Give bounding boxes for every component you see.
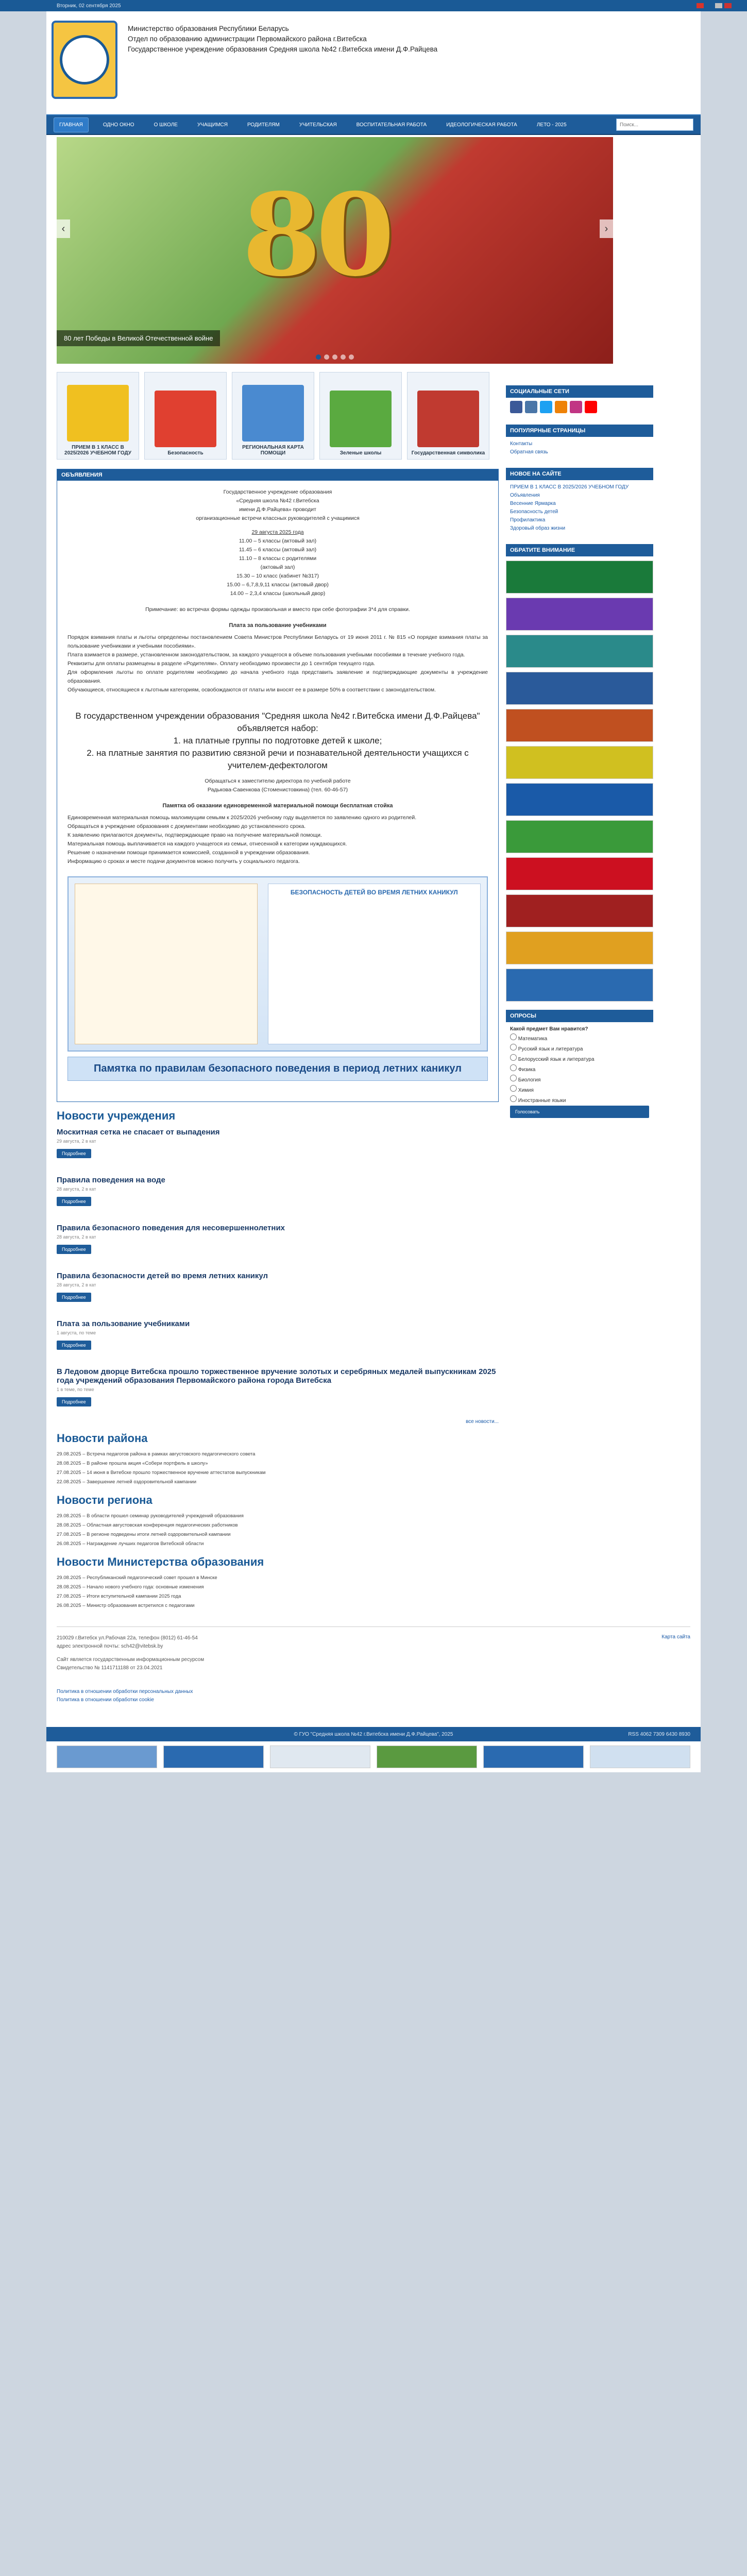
- cookie-link[interactable]: Политика в отношении обработки cookie: [57, 1697, 154, 1703]
- news-item: [57, 1128, 499, 1158]
- poll-option[interactable]: Химия: [510, 1085, 649, 1095]
- poll-option[interactable]: Физика: [510, 1064, 649, 1075]
- header-line-dept: Отдел по образованию администрации Первомайского района г.Витебска: [128, 35, 367, 43]
- memo-paragraph: Материальная помощь выплачивается на каждого учащегося из семьи, отнесенной к категории нуждающихся.: [67, 841, 347, 847]
- counter-text: RSS 4062 7309 6430 8930: [628, 1731, 690, 1737]
- feed-item[interactable]: 27.08.2025 – Итоги вступительной кампании 2025 года: [57, 1594, 181, 1599]
- attention-heading: ОБРАТИТЕ ВНИМАНИЕ: [506, 544, 653, 556]
- top-bar: [0, 0, 747, 11]
- youtube-icon[interactable]: [585, 401, 597, 413]
- partner-logo[interactable]: [590, 1745, 690, 1768]
- news-meta: 1 в теме, по теме: [57, 1387, 94, 1392]
- feed-item[interactable]: 29.08.2025 – Встреча педагогов района в рамках августовского педагогического совета: [57, 1451, 256, 1457]
- memo-paragraph: Обращаться в учреждение образования с документами необходимо до установленного срока.: [67, 823, 306, 829]
- tile-label: Зеленые школы: [339, 450, 382, 456]
- slider-dot[interactable]: [316, 354, 321, 360]
- summer-rules-banner[interactable]: Памятка по правилам безопасного поведения в период летних каникул: [67, 1057, 488, 1081]
- partner-logo[interactable]: [57, 1745, 157, 1768]
- main-column: [57, 368, 499, 1611]
- poll-option[interactable]: Русский язык и литература: [510, 1044, 649, 1054]
- hero-caption: 80 лет Победы в Великой Отечественной войне: [57, 330, 220, 346]
- sidebar-banner[interactable]: [506, 746, 653, 779]
- region-news-title: Новости региона: [57, 1494, 152, 1506]
- ok-icon[interactable]: [555, 401, 567, 413]
- search-input[interactable]: [616, 118, 693, 131]
- feed-item[interactable]: 27.08.2025 – 14 июня в Витебске прошло торжественное вручение аттестатов выпускникам: [57, 1470, 266, 1476]
- news-item: [57, 1176, 499, 1206]
- all-news-link[interactable]: все новости...: [466, 1419, 499, 1425]
- nav-home[interactable]: ГЛАВНАЯ: [54, 117, 89, 132]
- read-more-button[interactable]: Подробнее: [57, 1149, 91, 1158]
- tile-help-map[interactable]: [232, 372, 314, 460]
- nav-students[interactable]: УЧАЩИМСЯ: [197, 122, 228, 128]
- nav-upbringing[interactable]: ВОСПИТАТЕЛЬНАЯ РАБОТА: [356, 122, 427, 128]
- text-line: 11.10 – 8 классы с родителями: [239, 555, 317, 562]
- news-meta: 28 августа, 2 в кат: [57, 1282, 96, 1287]
- polls-heading: ОПРОСЫ: [506, 1010, 653, 1022]
- instagram-icon[interactable]: [570, 401, 582, 413]
- news-title[interactable]: Плата за пользование учебниками: [57, 1319, 190, 1328]
- news-item: [57, 1272, 499, 1302]
- ministry-news-title: Новости Министерства образования: [57, 1555, 264, 1568]
- flag-icon[interactable]: [706, 3, 713, 8]
- feed-item[interactable]: 28.08.2025 – В районе прошла акция «Собери портфель в школу»: [57, 1461, 208, 1466]
- hero-80-text: 80: [242, 168, 390, 301]
- announcements-heading: ОБЪЯВЛЕНИЯ: [57, 469, 498, 481]
- flag-icon[interactable]: [697, 3, 704, 8]
- copyright-text: © ГУО "Средняя школа №42 г.Витебска имени Д.Ф.Райцева", 2025: [294, 1731, 453, 1737]
- page: [46, 11, 701, 1772]
- sidebar-banner[interactable]: [506, 820, 653, 853]
- popular-heading: ПОПУЛЯРНЫЕ СТРАНИЦЫ: [506, 425, 653, 437]
- news-meta: 28 августа, 2 в кат: [57, 1234, 96, 1240]
- text-line: Государственное учреждение образования: [223, 489, 332, 495]
- twitter-icon[interactable]: [540, 401, 552, 413]
- nav-teachers[interactable]: УЧИТЕЛЬСКАЯ: [299, 122, 337, 128]
- rules-paragraph: Порядок взимания платы и льготы определены постановлением Совета Министров Республики Беларусь от 19 июня 2011 г. № 815 «О порядке взимания платы за пользование учебниками и учебными пособиями».: [67, 634, 488, 649]
- slider-prev-icon[interactable]: ‹: [57, 219, 70, 238]
- sidebar-banner[interactable]: [506, 598, 653, 631]
- feed-item[interactable]: 22.08.2025 – Завершение летней оздоровительной кампании: [57, 1479, 197, 1485]
- rules-title: Плата за пользование учебниками: [229, 622, 327, 629]
- slider-dot[interactable]: [324, 354, 329, 360]
- new-link[interactable]: Весенние Ярмарка: [510, 501, 556, 506]
- date-text: Вторник, 02 сентября 2025: [57, 3, 121, 9]
- rules-paragraph: Реквизиты для оплаты размещены в разделе «Родителям». Оплату необходимо произвести до 1 сентября текущего года.: [67, 660, 376, 667]
- ministry-news-list: [57, 1574, 499, 1610]
- district-news-list: [57, 1450, 499, 1486]
- feed-item[interactable]: 29.08.2025 – Республиканский педагогический совет прошел в Минске: [57, 1575, 217, 1581]
- feed-item[interactable]: 29.08.2025 – В области прошел семинар руководителей учреждений образования: [57, 1513, 244, 1519]
- new-link[interactable]: ПРИЕМ В 1 КЛАСС В 2025/2026 УЧЕБНОМ ГОДУ: [510, 484, 629, 490]
- footer-address: 210029 г.Витебск ул.Рабочая 22а, телефон (8012) 61-46-54: [57, 1635, 198, 1641]
- new-heading: НОВОЕ НА САЙТЕ: [506, 468, 653, 480]
- text-line: 15.30 – 10 класс (кабинет №317): [236, 573, 319, 579]
- feed-item[interactable]: 26.08.2025 – Награждение лучших педагогов Витебской области: [57, 1541, 204, 1547]
- partner-logo[interactable]: [483, 1745, 584, 1768]
- vote-button[interactable]: Голосовать: [510, 1106, 649, 1118]
- announcements-panel: [57, 469, 499, 1102]
- sidebar-banner[interactable]: [506, 894, 653, 927]
- read-more-button[interactable]: Подробнее: [57, 1397, 91, 1406]
- news-title[interactable]: Москитная сетка не спасает от выпадения: [57, 1128, 220, 1137]
- news-meta: 1 августа, по теме: [57, 1330, 96, 1335]
- news-meta: 29 августа, 2 в кат: [57, 1139, 96, 1144]
- infographic-title: БЕЗОПАСНОСТЬ ДЕТЕЙ ВО ВРЕМЯ ЛЕТНИХ КАНИКУЛ: [290, 889, 458, 896]
- poll-option[interactable]: Иностранные языки: [510, 1095, 649, 1106]
- news-title[interactable]: Правила поведения на воде: [57, 1176, 165, 1184]
- social-heading: СОЦИАЛЬНЫЕ СЕТИ: [506, 385, 653, 398]
- new-link[interactable]: Безопасность детей: [510, 509, 558, 515]
- feed-item[interactable]: 28.08.2025 – Областная августовская конференция педагогических работников: [57, 1522, 238, 1528]
- rules-paragraph: Плата взимается в размере, установленном законодательством, за каждого учащегося в объеме пользования учебными пособиями в течение учебного года.: [67, 652, 465, 658]
- region-news-list: [57, 1512, 499, 1548]
- footer-email: адрес электронной почты: sch42@vitebsk.by: [57, 1643, 163, 1649]
- social-icons: [506, 398, 653, 416]
- sidebar-banner[interactable]: [506, 969, 653, 1002]
- poll-option[interactable]: Биология: [510, 1075, 649, 1085]
- tile-label: Безопасность: [167, 450, 203, 456]
- contact-line: Радькова-Савенкова (Стоменистовкина) (тел. 60-46-57): [207, 787, 348, 793]
- poll-option[interactable]: Математика: [510, 1033, 649, 1044]
- slider-dot[interactable]: [341, 354, 346, 360]
- memo-paragraph: Информацию о сроках и месте подачи документов можно получить у социального педагога.: [67, 858, 300, 865]
- news-item: [57, 1319, 499, 1350]
- text-line: (актовый зал): [260, 564, 295, 570]
- tile-label: РЕГИОНАЛЬНАЯ КАРТА ПОМОЩИ: [242, 445, 304, 456]
- poll-question: Какой предмет Вам нравится?: [510, 1026, 588, 1032]
- header-line-school: Государственное учреждение образования Средняя школа №42 г.Витебска имени Д.Ф.Райцева: [128, 45, 438, 53]
- read-more-button[interactable]: Подробнее: [57, 1293, 91, 1302]
- partner-logos: [46, 1741, 701, 1772]
- flag-icon[interactable]: [724, 3, 732, 8]
- copyright-bar: [46, 1727, 701, 1741]
- partner-logo[interactable]: [163, 1745, 264, 1768]
- tile-safety[interactable]: [144, 372, 227, 460]
- tile-green-schools[interactable]: [319, 372, 402, 460]
- text-line: 14.00 – 2,3,4 классы (школьный двор): [230, 590, 326, 597]
- summer-safety-infographic[interactable]: [67, 876, 488, 1052]
- read-more-button[interactable]: Подробнее: [57, 1245, 91, 1254]
- main-nav: [46, 114, 701, 135]
- popular-link[interactable]: Обратная связь: [510, 449, 548, 455]
- facebook-icon[interactable]: [510, 401, 522, 413]
- sidebar-banner[interactable]: [506, 561, 653, 594]
- flag-icon[interactable]: [715, 3, 722, 8]
- rules-paragraph: Для оформления льготы по оплате родителям необходимо до начала учебного года представить заявление и подтверждающие документы в учреждение образования.: [67, 669, 488, 684]
- quick-tiles: [57, 368, 499, 464]
- footer-cert: Свидетельство № 1141711188 от 23.04.2021: [57, 1665, 163, 1671]
- tile-symbols[interactable]: [407, 372, 489, 460]
- infographic-left-image: [75, 884, 258, 1044]
- sidebar-banner[interactable]: [506, 931, 653, 964]
- hero-slider[interactable]: [57, 137, 613, 364]
- school-emblem-icon[interactable]: [52, 21, 117, 99]
- text-line: имени Д.Ф.Райцева» проводит: [239, 506, 316, 513]
- read-more-button[interactable]: Подробнее: [57, 1197, 91, 1206]
- nav-ideology[interactable]: ИДЕОЛОГИЧЕСКАЯ РАБОТА: [446, 122, 517, 128]
- read-more-button[interactable]: Подробнее: [57, 1341, 91, 1350]
- memo-paragraph: Единовременная материальная помощь малоимущим семьям к 2025/2026 учебному году выделяется по заявлению одного из родителей.: [67, 815, 417, 821]
- sidebar: [506, 368, 653, 1611]
- new-link[interactable]: Объявления: [510, 493, 540, 498]
- feed-item[interactable]: 26.08.2025 – Министр образования встретился с педагогами: [57, 1603, 195, 1608]
- sitemap-link[interactable]: Карта сайта: [661, 1634, 690, 1640]
- news-title[interactable]: Правила безопасного поведения для несовершеннолетних: [57, 1224, 285, 1232]
- nav-summer[interactable]: ЛЕТО - 2025: [536, 122, 567, 128]
- text-line: 15.00 – 6,7,8,9,11 классы (актовый двор): [227, 582, 329, 588]
- enrollment-item: 2. на платные занятия по развитию связной речи и познавательной деятельности учащихся с учителем-дефектологом: [87, 748, 469, 770]
- sidebar-banner[interactable]: [506, 709, 653, 742]
- news-item: [57, 1224, 499, 1254]
- news-meta: 28 августа, 2 в кат: [57, 1187, 96, 1192]
- sidebar-banner[interactable]: [506, 857, 653, 890]
- contact-line: Обращаться к заместителю директора по учебной работе: [205, 778, 351, 784]
- feed-item[interactable]: 28.08.2025 – Начало нового учебного года: основные изменения: [57, 1584, 204, 1590]
- tile-label: Государственная символика: [411, 450, 485, 456]
- site-header: [46, 11, 701, 114]
- text-line: «Средняя школа №42 г.Витебска: [236, 498, 319, 504]
- text-line: 11.45 – 6 классы (актовый зал): [239, 547, 317, 553]
- slider-dots: [57, 354, 613, 360]
- memo-title: Памятка об оказании единовременной материальной помощи бесплатная стойка: [162, 803, 393, 809]
- photo-note: Примечание: во встречах формы одежды произвольная и вместо при себе фотографии 3*4 для справки.: [145, 606, 410, 613]
- memo-paragraph: Решение о назначении помощи принимается комиссией, созданной в учреждении образования.: [67, 850, 310, 856]
- nav-one-window[interactable]: ОДНО ОКНО: [103, 122, 134, 128]
- tile-admission[interactable]: [57, 372, 139, 460]
- header-line-ministry: Министерство образования Республики Беларусь: [128, 25, 289, 32]
- rules-paragraph: Обучающиеся, относящиеся к льготным категориям, освобождаются от платы или вносят ее в размере 50% в соответствии с законодательством.: [67, 687, 436, 693]
- infographic-right-image: [268, 884, 481, 1044]
- text-line: 11.00 – 5 классы (актовый зал): [239, 538, 317, 544]
- memo-paragraph: К заявлению прилагаются документы, подтверждающие право на получение материальной помощи.: [67, 832, 322, 838]
- news-title[interactable]: Правила безопасности детей во время летних каникул: [57, 1272, 268, 1280]
- text-line: организационные встречи классных руководителей с учащимися: [196, 515, 360, 521]
- popular-link[interactable]: Контакты: [510, 441, 533, 447]
- text-line: 29 августа 2025 года: [251, 529, 304, 535]
- nav-about[interactable]: О ШКОЛЕ: [154, 122, 178, 128]
- privacy-link[interactable]: Политика в отношении обработки персональных данных: [57, 1689, 193, 1694]
- vk-icon[interactable]: [525, 401, 537, 413]
- news-title[interactable]: В Ледовом дворце Витебска прошло торжественное вручение золотых и серебряных медалей выпускникам 2025 года учреждений образования Первомайского района города Витебска: [57, 1367, 496, 1385]
- feed-item[interactable]: 27.08.2025 – В регионе подведены итоги летней оздоровительной кампании: [57, 1532, 231, 1537]
- enrollment-text: В государственном учреждении образования "Средняя школа №42 г.Витебска имени Д.Ф.Райцева" объявляется набор:: [75, 711, 480, 733]
- sidebar-banner[interactable]: [506, 635, 653, 668]
- poll-option[interactable]: Белорусский язык и литература: [510, 1054, 649, 1064]
- news-item: [57, 1367, 499, 1406]
- banner-list: [506, 561, 653, 1002]
- enrollment-item: 1. на платные группы по подготовке детей к школе;: [173, 736, 382, 745]
- sidebar-banner[interactable]: [506, 672, 653, 705]
- footer-note: Сайт является государственным информационным ресурсом: [57, 1657, 205, 1663]
- sidebar-banner[interactable]: [506, 783, 653, 816]
- tile-label: ПРИЕМ В 1 КЛАСС В 2025/2026 УЧЕБНОМ ГОДУ: [64, 445, 131, 456]
- slider-next-icon[interactable]: ›: [600, 219, 613, 238]
- slider-dot[interactable]: [349, 354, 354, 360]
- slider-dot[interactable]: [332, 354, 337, 360]
- footer: [57, 1626, 690, 1711]
- new-link[interactable]: Профилактика: [510, 517, 546, 523]
- language-flags: [697, 3, 732, 8]
- news-section-title: Новости учреждения: [57, 1109, 176, 1122]
- district-news-title: Новости района: [57, 1432, 148, 1445]
- nav-parents[interactable]: РОДИТЕЛЯМ: [247, 122, 280, 128]
- partner-logo[interactable]: [377, 1745, 477, 1768]
- new-link[interactable]: Здоровый образ жизни: [510, 526, 566, 531]
- partner-logo[interactable]: [270, 1745, 370, 1768]
